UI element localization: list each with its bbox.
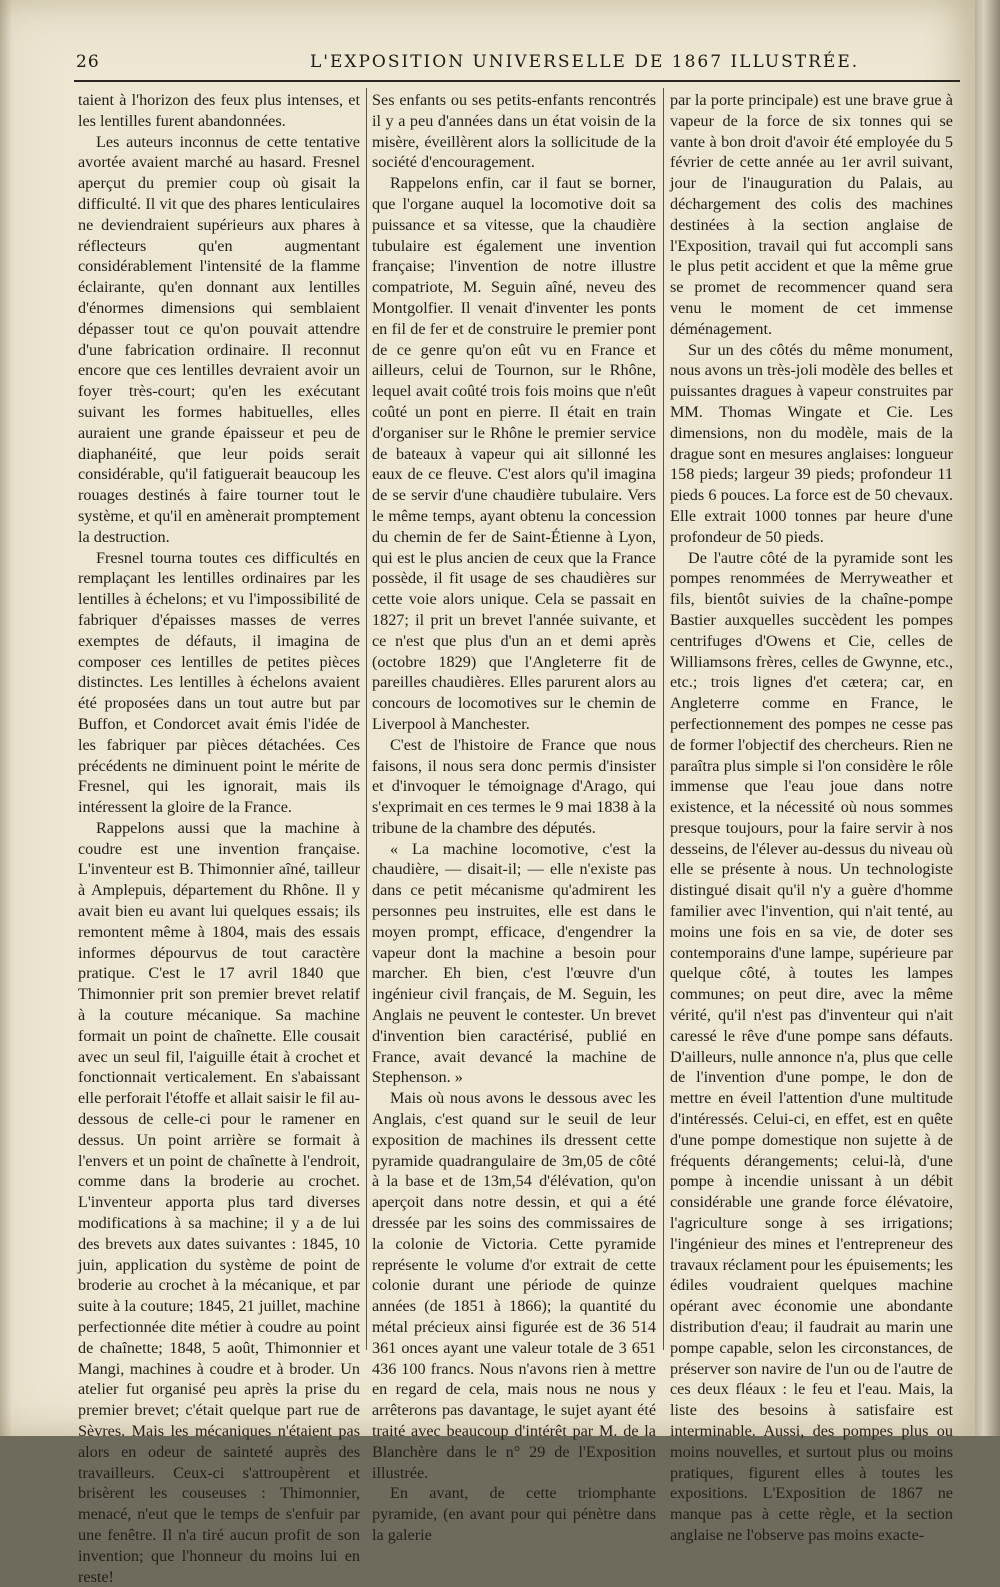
page-header [74,52,960,76]
paragraph: Sur un des côtés du même monument, nous avons un très-joli modèle des belles et puissantes dragues à vapeur construites par MM. Thomas Wingate et Cie. Les dimensions, non du modèle, mais de la drague sont en mesures anglaises: longueur 158 pieds; largeur 39 pieds; profondeur 11 pieds 6 pouces. La force est de 50 chevaux. Elle extrait 1000 tonnes par heure d'une profondeur de 50 pieds. [670,340,953,546]
column-divider [366,88,367,1350]
paragraph: Rappelons enfin, car il faut se borner, que l'organe auquel la locomotive doit sa puissance et sa vitesse, que la chaudière tubulaire est également une invention française; l'invention de notre illustre compatriote, M. Seguin aîné, neveu des Montgolfier. Il venait d'inventer les ponts en fil de fer et de construire le premier pont de ce genre qu'on eût vu en France et ailleurs, celui de Tournon, sur le Rhône, lequel avait coûté trois fois moins que n'eût coûté un pont en pierre. Il était en train d'organiser sur le Rhône le premier service de bateaux à vapeur qui ait sillonné les eaux de ce fleuve. C'est alors qu'il imagina de se servir d'une chaudière tubulaire. Vers le même temps, ayant obtenu la concession du chemin de fer de Saint-Étienne à Lyon, qui est le plus ancien de ceux que la France possède, il fit usage de ses chaudières sur cette voie alors unique. Cela se passait en 1827; il prit un brevet l'année suivante, et ce n'est que plus d'un an et demi après (octobre 1829) que l'Angleterre fit de pareilles chaudières. Elles parurent alors au concours de locomotives sur le chemin de Liverpool à Manchester. [372,174,656,733]
paragraph: En avant, de cette triomphante pyramide, (en avant pour qui pénètre dans la galerie [372,1484,656,1544]
running-title: L'EXPOSITION UNIVERSELLE DE 1867 ILLUSTRÉE. [310,52,860,72]
binding-shadow [0,0,12,1436]
paragraph: Ses enfants ou ses petits-enfants rencontrés il y a peu d'années dans un état voisin de la misère, éveillèrent alors la sollicitude de la société d'encouragement. [372,91,656,172]
page-number: 26 [76,52,100,72]
paragraph: Les auteurs inconnus de cette tentative avortée avaient marché au hasard. Fresnel aperçut du premier coup où gisait la difficulté. Il vit que des phares lenticulaires ne deviendraient supérieurs aux phares à réflecteurs qu'en augmentant considérablement l'intensité de la flamme éclairante, qu'en donnant aux lentilles d'énormes dimensions qui semblaient dépasser tout ce qu'on pouvait attendre d'une fabrication ordinaire. Il reconnut encore que ces lentilles devraient avoir un foyer très-court; qu'en les exécutant suivant les formes habituelles, elles auraient une grande épaisseur et peu de diaphanéité, que leur poids serait considérable, qu'il fatiguerait beaucoup les rouages destinés à faire tourner tout le système, et qu'il en amènerait promptement la destruction. [78,132,360,546]
column-divider [663,88,664,1350]
text-column-3 [670,90,953,1544]
paragraph: Fresnel tourna toutes ces difficultés en remplaçant les lentilles ordinaires par les lentilles à échelons; et vu l'impossibilité de fabriquer d'épaisses masses de verres exemptes de défauts, il imagina de composer ces lentilles de petites pièces distinctes. Les lentilles à échelons avaient été proposées dans un tout autre but par Buffon, et Condorcet avait émis l'idée de les fabriquer par pièces détachées. Ces précédents ne diminuent point le mérite de Fresnel, qui les ignorait, mais ils intéressent la gloire de la France. [78,548,360,817]
paragraph: taient à l'horizon des feux plus intenses, et les lentilles furent abandonnées. [78,91,360,130]
header-rule [74,80,960,82]
text-column-1 [78,90,360,1586]
paragraph: « La machine locomotive, c'est la chaudière, — disait-il; — elle n'existe pas dans ce petit mécanisme qu'admirent les personnes peu instruites, elle est dans le moyen prompt, efficace, d'engendrer la vapeur dont la machine a besoin pour marcher. Eh bien, c'est l'œuvre d'un ingénieur civil français, de M. Seguin, les Anglais ne peuvent le contester. Un brevet d'invention bien caractérisé, publié en France, avait devancé la machine de Stephenson. » [372,839,656,1087]
paragraph: C'est de l'histoire de France que nous faisons, il nous sera donc permis d'insister et d'invoquer le témoignage d'Arago, qui s'exprimait en ces termes le 9 mai 1838 à la tribune de la chambre des députés. [372,735,656,837]
paragraph: par la porte principale) est une brave grue à vapeur de la force de six tonnes qui se vante à bon droit d'avoir été employée du 5 février de cette année au 1er avril suivant, jour de l'inauguration du Palais, au déchargement des colis des machines destinées à la section anglaise de l'Exposition, travail qui fut accompli sans le plus petit accident et que la même grue se promet de recommencer quand sera venu le moment de cet immense déménagement. [670,91,953,338]
adjacent-page-edge [975,0,1000,1436]
paragraph: Rappelons aussi que la machine à coudre est une invention française. L'inventeur est B. Thimonnier aîné, tailleur à Amplepuis, département du Rhône. Il y avait bien eu avant lui quelques essais; ils remontent même à 1804, mais des essais informes dépourvus de tout caractère pratique. C'est le 17 avril 1840 que Thimonnier prit son premier brevet relatif à la couture mécanique. Sa machine formait un point de chaînette. Elle cousait avec un seul fil, l'aiguille était à crochet et fonctionnait verticalement. En s'abaissant elle perforait l'étoffe et allait saisir le fil au-dessous de celle-ci pour le ramener en dessus. Un point arrière se formait à l'envers et un point de chaînette à l'endroit, comme dans la broderie au crochet. L'inventeur apporta plus tard diverses modifications à sa machine; il y a de lui des brevets aux dates suivantes : 1845, 10 juin, application du système de point de broderie au crochet à la mécanique, et par suite à la couture; 1845, 21 juillet, machine perfectionnée dite métier à coudre au point de chaînette; 1848, 5 août, Thimonnier et Mangi, machines à coudre et à broder. Un atelier fut organisé peu après la prise du premier brevet; c'était quelque part rue de Sèvres. Mais les mécaniques n'étaient pas alors en odeur de sainteté auprès des travailleurs. Ceux-ci s'attroupèrent et brisèrent les couseuses : Thimonnier, menacé, n'eut que le temps de s'enfuir par une fenêtre. Il n'a tiré aucun profit de son invention; que l'honneur du moins lui en reste! [78,818,360,1586]
text-column-2 [372,90,656,1544]
paragraph: De l'autre côté de la pyramide sont les pompes renommées de Merryweather et fils, bientôt suivies de la chaîne-pompe Bastier auxquelles succèdent les pompes centrifuges d'Owens et Cie, celles de Williamsons frères, celles de Gwynne, etc., etc.; trois lignes d'et cætera; car, en Angleterre comme en France, le perfectionnement des pompes ne cesse pas de former l'objectif des chercheurs. Rien ne paraîtra plus simple si l'on considère le rôle immense que l'eau joue dans notre existence, et la nécessité où nous sommes presque toujours, pour la faire servir à nos desseins, de l'élever au-dessus du niveau où elle se présente à nous. Un technologiste distingué disait qu'il n'y a guère d'homme familier avec l'invention, qui n'ait tenté, au moins une fois en sa vie, de doter ses contemporains d'une lampe, supérieure par quelque côté, à toutes les lampes communes; on peut dire, avec la même vérité, qu'il n'est pas d'inventeur qui n'ait caressé le rêve d'une pompe sans défauts. D'ailleurs, nulle annonce n'a, plus que celle de l'invention d'une pompe, le don de mettre en éveil l'attention d'une multitude d'intéressés. Celui-ci, en effet, est en quête d'une pompe domestique non sujette à de fréquents dérangements; celui-là, d'une pompe à incendie unissant à un débit considérable une grande force élévatoire, l'agriculture songe à ses irrigations; l'ingénieur des mines et l'entrepreneur des travaux réclament pour les épuisements; les édiles voudraient quelques machine opérant avec économie une abondante distribution d'eau; il faudrait au marin une pompe capable, selon les circonstances, de préserver son navire de l'un ou de l'autre de ces deux fléaux : le feu et l'eau. Mais, la liste des besoins à satisfaire est interminable. Aussi, des pompes plus ou moins nouvelles, et surtout plus ou moins pratiques, figurent elles à toutes les expositions. L'Exposition de 1867 ne manque pas à cette règle, et la section anglaise ne l'observe pas moins exacte- [670,548,953,1544]
paragraph: Mais où nous avons le dessous avec les Anglais, c'est quand sur le seuil de leur exposition de machines ils dressent cette pyramide quadrangulaire de 3m,05 de côté à la base et de 13m,54 d'élévation, qu'on aperçoit dans notre dessin, et qui a été dressée par les soins des commissaires de la colonie de Victoria. Cette pyramide représente le volume d'or extrait de cette colonie durant une période de quinze années (de 1851 à 1866); la quantité du métal précieux ainsi figurée est de 36 514 361 onces ayant une valeur totale de 3 651 436 100 francs. Nous n'avons rien à mettre en regard de cela, mais nous ne nous y arrêterons pas davantage, le sujet ayant été traité avec beaucoup d'intérêt par M. de la Blanchère dans le n° 29 de l'Exposition illustrée. [372,1089,656,1482]
